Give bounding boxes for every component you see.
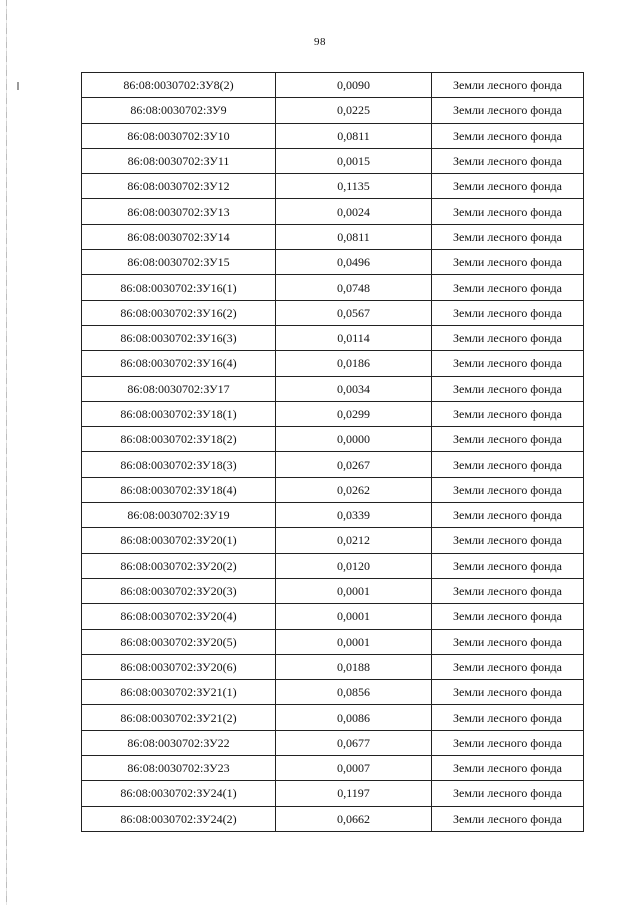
land-category-cell: Земли лесного фонда xyxy=(432,174,584,199)
land-category-cell: Земли лесного фонда xyxy=(432,730,584,755)
cadastral-number-cell: 86:08:0030702:ЗУ15 xyxy=(82,250,276,275)
area-cell: 0,0856 xyxy=(276,680,432,705)
cadastral-number-cell: 86:08:0030702:ЗУ18(4) xyxy=(82,477,276,502)
cadastral-number-cell: 86:08:0030702:ЗУ20(5) xyxy=(82,629,276,654)
land-category-cell: Земли лесного фонда xyxy=(432,300,584,325)
cadastral-number-cell: 86:08:0030702:ЗУ12 xyxy=(82,174,276,199)
land-category-cell: Земли лесного фонда xyxy=(432,148,584,173)
cadastral-number-cell: 86:08:0030702:ЗУ20(3) xyxy=(82,578,276,603)
land-category-cell: Земли лесного фонда xyxy=(432,528,584,553)
land-category-cell: Земли лесного фонда xyxy=(432,427,584,452)
area-cell: 0,0000 xyxy=(276,427,432,452)
cadastral-number-cell: 86:08:0030702:ЗУ19 xyxy=(82,503,276,528)
table-row xyxy=(82,427,584,452)
area-cell: 0,0748 xyxy=(276,275,432,300)
land-category-cell: Земли лесного фонда xyxy=(432,123,584,148)
table-row xyxy=(82,705,584,730)
area-cell: 0,0001 xyxy=(276,629,432,654)
land-category-cell: Земли лесного фонда xyxy=(432,351,584,376)
land-category-cell: Земли лесного фонда xyxy=(432,705,584,730)
land-category-cell: Земли лесного фонда xyxy=(432,553,584,578)
area-cell: 0,0811 xyxy=(276,123,432,148)
table-row xyxy=(82,781,584,806)
area-cell: 0,0188 xyxy=(276,654,432,679)
table-row xyxy=(82,553,584,578)
cadastral-number-cell: 86:08:0030702:ЗУ9 xyxy=(82,98,276,123)
area-cell: 0,0299 xyxy=(276,401,432,426)
land-category-cell: Земли лесного фонда xyxy=(432,756,584,781)
area-cell: 0,0120 xyxy=(276,553,432,578)
cadastral-number-cell: 86:08:0030702:ЗУ14 xyxy=(82,224,276,249)
land-category-cell: Земли лесного фонда xyxy=(432,452,584,477)
cadastral-number-cell: 86:08:0030702:ЗУ11 xyxy=(82,148,276,173)
table-row xyxy=(82,503,584,528)
land-category-cell: Земли лесного фонда xyxy=(432,401,584,426)
cadastral-number-cell: 86:08:0030702:ЗУ8(2) xyxy=(82,73,276,98)
land-parcels-table xyxy=(81,72,584,832)
land-category-cell: Земли лесного фонда xyxy=(432,224,584,249)
table-row xyxy=(82,680,584,705)
area-cell: 0,0567 xyxy=(276,300,432,325)
area-cell: 0,0001 xyxy=(276,604,432,629)
table-row xyxy=(82,528,584,553)
land-category-cell: Земли лесного фонда xyxy=(432,250,584,275)
cadastral-number-cell: 86:08:0030702:ЗУ18(3) xyxy=(82,452,276,477)
land-category-cell: Земли лесного фонда xyxy=(432,654,584,679)
land-category-cell: Земли лесного фонда xyxy=(432,199,584,224)
area-cell: 0,0086 xyxy=(276,705,432,730)
area-cell: 0,0186 xyxy=(276,351,432,376)
table-row xyxy=(82,250,584,275)
cadastral-number-cell: 86:08:0030702:ЗУ16(2) xyxy=(82,300,276,325)
land-category-cell: Земли лесного фонда xyxy=(432,73,584,98)
cadastral-number-cell: 86:08:0030702:ЗУ16(1) xyxy=(82,275,276,300)
area-cell: 0,1135 xyxy=(276,174,432,199)
area-cell: 0,0339 xyxy=(276,503,432,528)
table-row xyxy=(82,604,584,629)
table-row xyxy=(82,174,584,199)
land-category-cell: Земли лесного фонда xyxy=(432,806,584,831)
table-row xyxy=(82,98,584,123)
land-category-cell: Земли лесного фонда xyxy=(432,275,584,300)
table-row xyxy=(82,148,584,173)
table-row xyxy=(82,629,584,654)
area-cell: 0,0496 xyxy=(276,250,432,275)
page-number: 98 xyxy=(314,36,326,48)
table-row xyxy=(82,351,584,376)
cadastral-number-cell: 86:08:0030702:ЗУ17 xyxy=(82,376,276,401)
area-cell: 0,0007 xyxy=(276,756,432,781)
area-cell: 0,0034 xyxy=(276,376,432,401)
table-row xyxy=(82,376,584,401)
table-row xyxy=(82,756,584,781)
scan-edge-artifact xyxy=(6,0,7,905)
cadastral-number-cell: 86:08:0030702:ЗУ21(2) xyxy=(82,705,276,730)
cadastral-number-cell: 86:08:0030702:ЗУ20(2) xyxy=(82,553,276,578)
table-row xyxy=(82,199,584,224)
land-category-cell: Земли лесного фонда xyxy=(432,578,584,603)
cadastral-number-cell: 86:08:0030702:ЗУ20(6) xyxy=(82,654,276,679)
area-cell: 0,0015 xyxy=(276,148,432,173)
table-row xyxy=(82,325,584,350)
land-category-cell: Земли лесного фонда xyxy=(432,477,584,502)
land-category-cell: Земли лесного фонда xyxy=(432,325,584,350)
land-category-cell: Земли лесного фонда xyxy=(432,629,584,654)
cadastral-number-cell: 86:08:0030702:ЗУ10 xyxy=(82,123,276,148)
table-row xyxy=(82,452,584,477)
area-cell: 0,0677 xyxy=(276,730,432,755)
area-cell: 0,0090 xyxy=(276,73,432,98)
table-row xyxy=(82,275,584,300)
cadastral-number-cell: 86:08:0030702:ЗУ16(4) xyxy=(82,351,276,376)
cadastral-number-cell: 86:08:0030702:ЗУ22 xyxy=(82,730,276,755)
land-category-cell: Земли лесного фонда xyxy=(432,781,584,806)
cadastral-number-cell: 86:08:0030702:ЗУ18(1) xyxy=(82,401,276,426)
table-row xyxy=(82,806,584,831)
scan-mark-artifact xyxy=(17,82,19,90)
land-category-cell: Земли лесного фонда xyxy=(432,604,584,629)
table-row xyxy=(82,123,584,148)
land-category-cell: Земли лесного фонда xyxy=(432,503,584,528)
table-row xyxy=(82,578,584,603)
area-cell: 0,0662 xyxy=(276,806,432,831)
area-cell: 0,1197 xyxy=(276,781,432,806)
cadastral-number-cell: 86:08:0030702:ЗУ20(4) xyxy=(82,604,276,629)
table-row xyxy=(82,401,584,426)
table-row xyxy=(82,73,584,98)
area-cell: 0,0212 xyxy=(276,528,432,553)
table-row xyxy=(82,730,584,755)
land-category-cell: Земли лесного фонда xyxy=(432,680,584,705)
land-category-cell: Земли лесного фонда xyxy=(432,376,584,401)
table-row xyxy=(82,654,584,679)
area-cell: 0,0001 xyxy=(276,578,432,603)
cadastral-number-cell: 86:08:0030702:ЗУ24(2) xyxy=(82,806,276,831)
table-body xyxy=(82,73,584,832)
table-row xyxy=(82,300,584,325)
table-row xyxy=(82,477,584,502)
cadastral-number-cell: 86:08:0030702:ЗУ13 xyxy=(82,199,276,224)
area-cell: 0,0114 xyxy=(276,325,432,350)
area-cell: 0,0024 xyxy=(276,199,432,224)
cadastral-number-cell: 86:08:0030702:ЗУ23 xyxy=(82,756,276,781)
table-row xyxy=(82,224,584,249)
cadastral-number-cell: 86:08:0030702:ЗУ18(2) xyxy=(82,427,276,452)
area-cell: 0,0811 xyxy=(276,224,432,249)
cadastral-number-cell: 86:08:0030702:ЗУ21(1) xyxy=(82,680,276,705)
land-category-cell: Земли лесного фонда xyxy=(432,98,584,123)
area-cell: 0,0267 xyxy=(276,452,432,477)
area-cell: 0,0225 xyxy=(276,98,432,123)
cadastral-number-cell: 86:08:0030702:ЗУ16(3) xyxy=(82,325,276,350)
area-cell: 0,0262 xyxy=(276,477,432,502)
cadastral-number-cell: 86:08:0030702:ЗУ24(1) xyxy=(82,781,276,806)
cadastral-number-cell: 86:08:0030702:ЗУ20(1) xyxy=(82,528,276,553)
